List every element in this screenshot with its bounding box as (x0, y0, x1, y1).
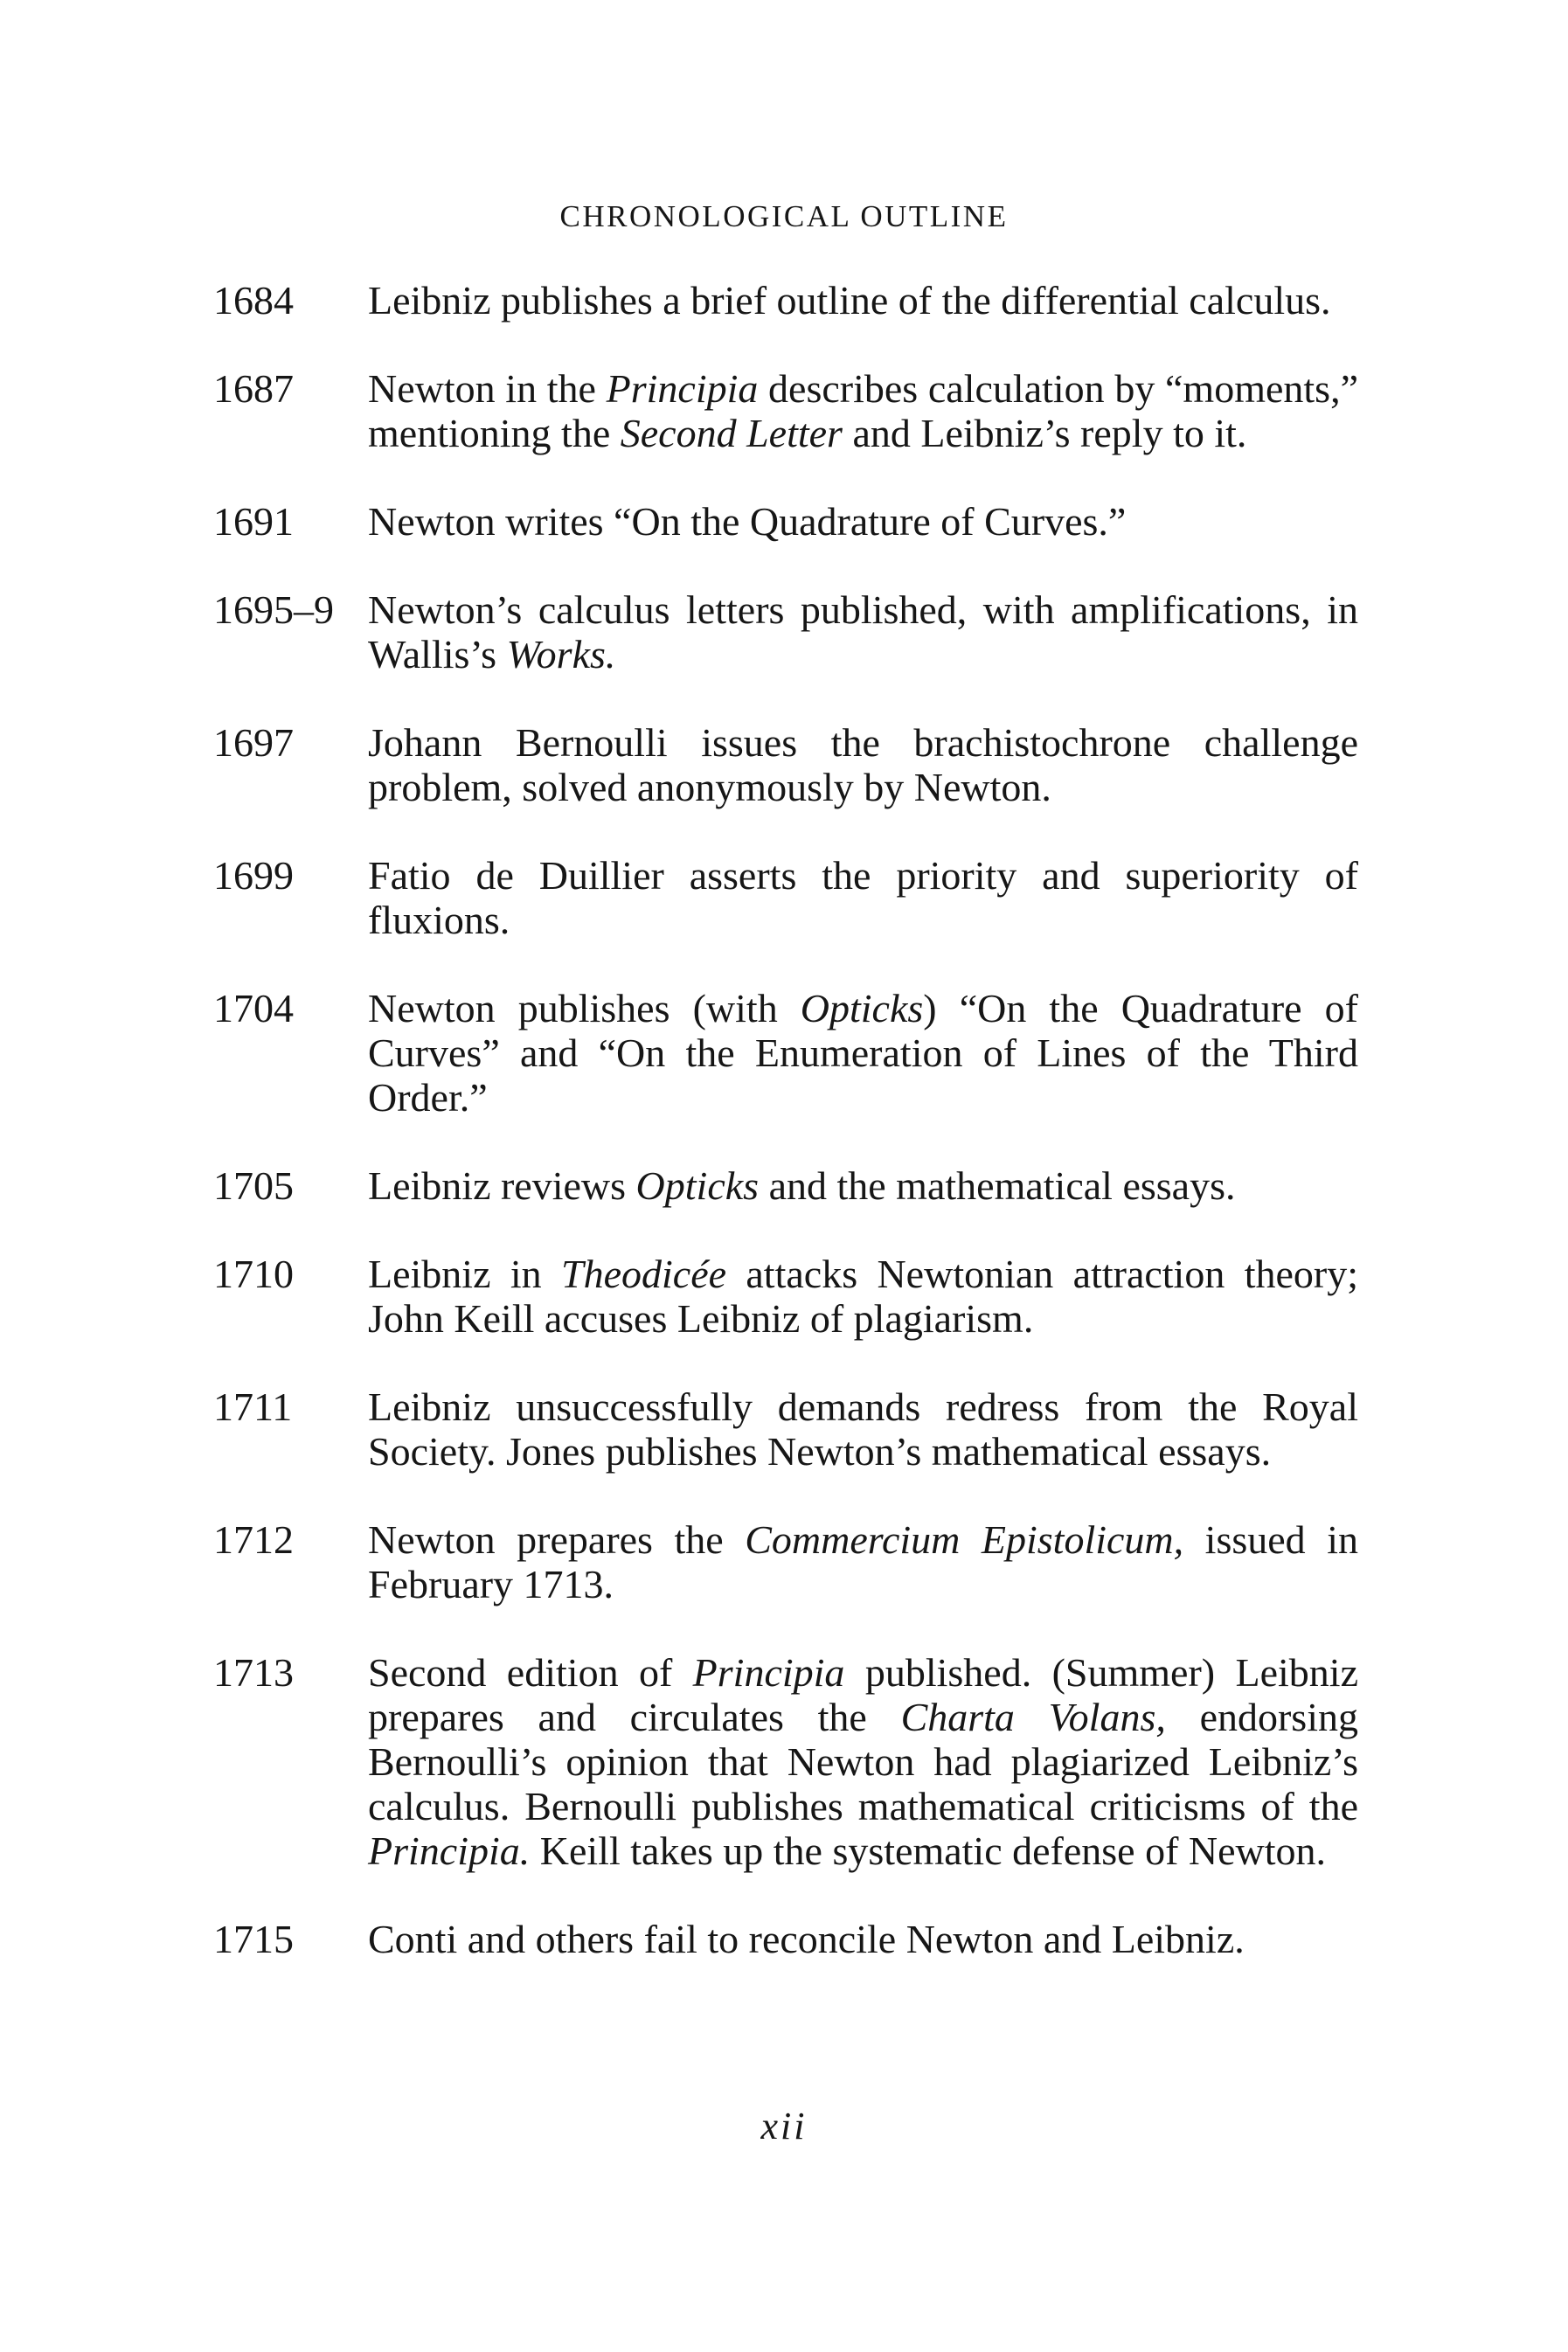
entry-text-run: attacks Newtonian attraction theory; John Keill accuses Leibniz of plagiarism. (368, 1252, 1358, 1341)
chronology-entry (213, 1517, 1358, 1606)
chronology-entry (213, 853, 1358, 942)
entry-text-run: Newton’s calculus letters published, with amplifications, in Wallis’s (368, 587, 1358, 676)
chronology-list (213, 278, 1358, 2005)
entry-text (368, 1384, 1358, 1474)
italic-title: Theodicée (561, 1252, 727, 1296)
entry-text (368, 278, 1358, 323)
entry-year: 1705 (213, 1163, 294, 1208)
italic-title: Second Letter (620, 411, 843, 455)
chronology-entry (213, 1252, 1358, 1341)
entry-text-run: Johann Bernoulli issues the brachistochrone challenge problem, solved anonymously by Newton. (368, 720, 1358, 809)
entry-year: 1710 (213, 1252, 294, 1296)
entry-text-run: Newton prepares the (368, 1517, 746, 1562)
entry-text-run: issued in February 1713. (368, 1517, 1358, 1606)
italic-title: Principia (606, 366, 759, 411)
chronology-entry (213, 1917, 1358, 1961)
chronology-entry (213, 587, 1358, 676)
italic-title: Commercium Epistolicum, (745, 1517, 1184, 1562)
entry-text-run: Newton in the (368, 366, 607, 411)
entry-text-run: Leibniz unsuccessfully demands redress from the Royal Society. Jones publishes Newton’s mathematical essays. (368, 1384, 1358, 1474)
chronology-entry (213, 1384, 1358, 1474)
entry-text (368, 587, 1358, 676)
italic-title: Opticks (635, 1163, 760, 1208)
entry-text-run: Leibniz in (368, 1252, 561, 1296)
entry-year: 1704 (213, 986, 294, 1030)
entry-text-run: and the mathematical essays. (759, 1163, 1236, 1208)
entry-year: 1691 (213, 499, 294, 544)
italic-title: Principia. (368, 1828, 531, 1873)
entry-text (368, 1517, 1358, 1606)
entry-year: 1687 (213, 366, 294, 411)
entry-year: 1699 (213, 853, 294, 898)
entry-text-run: Newton writes “On the Quadrature of Curves.” (368, 499, 1127, 544)
entry-text-run: Conti and others fail to reconcile Newton and Leibniz. (368, 1917, 1245, 1961)
entry-text-run: Keill takes up the systematic defense of Newton. (530, 1828, 1327, 1873)
chronology-entry (213, 1650, 1358, 1873)
entry-year: 1695–9 (213, 587, 334, 632)
entry-text-run: Leibniz reviews (368, 1163, 636, 1208)
entry-text (368, 1650, 1358, 1873)
entry-text (368, 986, 1358, 1120)
chronology-entry (213, 278, 1358, 323)
chronology-entry (213, 499, 1358, 544)
page-header: CHRONOLOGICAL OUTLINE (559, 199, 1009, 233)
entry-year: 1697 (213, 720, 294, 765)
entry-text-run: Newton publishes (with (368, 986, 801, 1030)
entry-text (368, 853, 1358, 942)
page-number: xii (760, 2105, 808, 2147)
italic-title: Principia (692, 1650, 845, 1695)
entry-text (368, 366, 1358, 455)
entry-text-run: describes calculation by “moments,” mentioning the (368, 366, 1358, 455)
entry-text-run: Fatio de Duillier asserts the priority and superiority of fluxions. (368, 853, 1358, 942)
entry-text (368, 720, 1358, 809)
entry-text-run: endorsing Bernoulli’s opinion that Newton had plagiarized Leibniz’s calculus. Bernoulli publishes mathematical criticisms of the (368, 1695, 1358, 1828)
entry-year: 1711 (213, 1384, 293, 1429)
italic-title: Charta Volans, (900, 1695, 1166, 1739)
entry-year: 1712 (213, 1517, 294, 1562)
entry-text-run: Leibniz publishes a brief outline of the differential calculus. (368, 278, 1331, 323)
entry-text-run: ) “On the Quadrature of Curves” and “On the Enumeration of Lines of the Third Order.” (368, 986, 1359, 1120)
chronology-entry (213, 366, 1358, 455)
entry-text-run: published. (Summer) Leibniz prepares and circulates the (368, 1650, 1358, 1739)
entry-text (368, 1252, 1358, 1341)
entry-text (368, 1917, 1358, 1961)
chronology-entry (213, 986, 1358, 1120)
italic-title: Works. (506, 632, 616, 676)
chronology-entry (213, 1163, 1358, 1208)
entry-year: 1713 (213, 1650, 294, 1695)
entry-text-run: Second edition of (368, 1650, 693, 1695)
entry-text (368, 1163, 1358, 1208)
entry-text-run: and Leibniz’s reply to it. (842, 411, 1247, 455)
entry-year: 1684 (213, 278, 294, 323)
entry-year: 1715 (213, 1917, 294, 1961)
italic-title: Opticks (800, 986, 924, 1030)
entry-text (368, 499, 1358, 544)
chronology-entry (213, 720, 1358, 809)
